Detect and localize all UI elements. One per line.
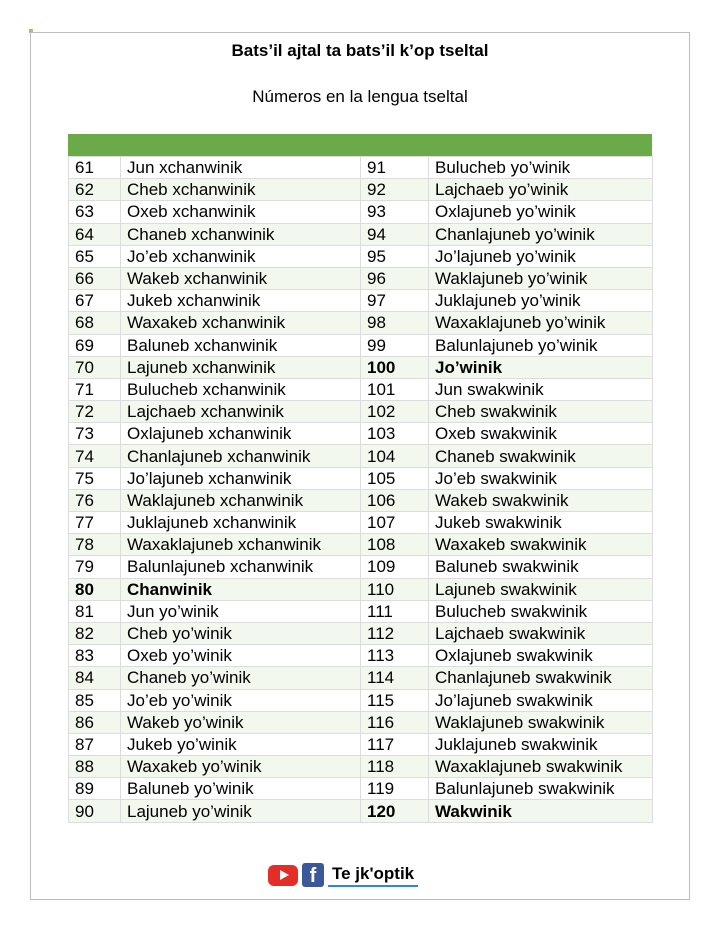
word-cell: Jun swakwinik bbox=[429, 378, 653, 400]
word-cell: Wakeb swakwinik bbox=[429, 489, 653, 511]
word-cell: Cheb yo’winik bbox=[121, 622, 361, 644]
page-title: Bats’il ajtal ta bats’il k’op tseltal bbox=[231, 41, 489, 60]
number-cell: 108 bbox=[361, 534, 429, 556]
word-cell: Jun yo’winik bbox=[121, 600, 361, 622]
facebook-icon[interactable]: f bbox=[302, 863, 324, 887]
number-cell: 106 bbox=[361, 489, 429, 511]
word-cell: Oxeb xchanwinik bbox=[121, 201, 361, 223]
word-cell: Balunlajuneb xchanwinik bbox=[121, 556, 361, 578]
word-cell: Jo’lajuneb swakwinik bbox=[429, 689, 653, 711]
table-row bbox=[69, 423, 653, 445]
table-row bbox=[69, 267, 653, 289]
number-cell: 101 bbox=[361, 378, 429, 400]
number-cell: 97 bbox=[361, 290, 429, 312]
number-cell: 68 bbox=[69, 312, 121, 334]
number-cell: 62 bbox=[69, 179, 121, 201]
word-cell: Oxeb yo’winik bbox=[121, 645, 361, 667]
word-cell: Jun xchanwinik bbox=[121, 157, 361, 179]
word-cell: Lajchaeb yo’winik bbox=[429, 179, 653, 201]
number-cell: 103 bbox=[361, 423, 429, 445]
number-cell: 92 bbox=[361, 179, 429, 201]
number-cell: 70 bbox=[69, 356, 121, 378]
table-row bbox=[69, 778, 653, 800]
table-header-band bbox=[68, 134, 652, 156]
word-cell: Juklajuneb yo’winik bbox=[429, 290, 653, 312]
number-cell: 112 bbox=[361, 622, 429, 644]
number-cell: 104 bbox=[361, 445, 429, 467]
number-cell: 102 bbox=[361, 401, 429, 423]
number-cell: 80 bbox=[69, 578, 121, 600]
number-cell: 110 bbox=[361, 578, 429, 600]
number-cell: 95 bbox=[361, 245, 429, 267]
number-cell: 84 bbox=[69, 667, 121, 689]
table-row bbox=[69, 378, 653, 400]
table-row bbox=[69, 290, 653, 312]
number-cell: 117 bbox=[361, 733, 429, 755]
number-cell: 91 bbox=[361, 157, 429, 179]
word-cell: Lajuneb xchanwinik bbox=[121, 356, 361, 378]
word-cell: Oxlajuneb swakwinik bbox=[429, 645, 653, 667]
word-cell: Bulucheb xchanwinik bbox=[121, 378, 361, 400]
number-cell: 69 bbox=[69, 334, 121, 356]
word-cell: Baluneb xchanwinik bbox=[121, 334, 361, 356]
table-row bbox=[69, 245, 653, 267]
number-cell: 65 bbox=[69, 245, 121, 267]
word-cell: Wakeb xchanwinik bbox=[121, 267, 361, 289]
number-cell: 64 bbox=[69, 223, 121, 245]
word-cell: Jo’eb yo’winik bbox=[121, 689, 361, 711]
table-row bbox=[69, 689, 653, 711]
number-cell: 99 bbox=[361, 334, 429, 356]
number-cell: 75 bbox=[69, 467, 121, 489]
brand-name: Te jk'optik bbox=[328, 863, 418, 887]
number-cell: 98 bbox=[361, 312, 429, 334]
word-cell: Waxakeb xchanwinik bbox=[121, 312, 361, 334]
table-row bbox=[69, 157, 653, 179]
page-subtitle: Números en la lengua tseltal bbox=[252, 87, 468, 106]
number-cell: 67 bbox=[69, 290, 121, 312]
word-cell: Waxakeb yo’winik bbox=[121, 756, 361, 778]
number-cell: 111 bbox=[361, 600, 429, 622]
table-row bbox=[69, 334, 653, 356]
table-row bbox=[69, 512, 653, 534]
number-cell: 109 bbox=[361, 556, 429, 578]
number-cell: 77 bbox=[69, 512, 121, 534]
word-cell: Jo’eb xchanwinik bbox=[121, 245, 361, 267]
table-row bbox=[69, 467, 653, 489]
number-cell: 96 bbox=[361, 267, 429, 289]
number-cell: 66 bbox=[69, 267, 121, 289]
word-cell: Lajchaeb xchanwinik bbox=[121, 401, 361, 423]
number-cell: 119 bbox=[361, 778, 429, 800]
word-cell: Chaneb xchanwinik bbox=[121, 223, 361, 245]
number-cell: 88 bbox=[69, 756, 121, 778]
word-cell: Lajchaeb swakwinik bbox=[429, 622, 653, 644]
number-cell: 86 bbox=[69, 711, 121, 733]
youtube-icon[interactable] bbox=[268, 865, 298, 886]
number-cell: 90 bbox=[69, 800, 121, 822]
table-row bbox=[69, 489, 653, 511]
word-cell: Cheb xchanwinik bbox=[121, 179, 361, 201]
table-row bbox=[69, 578, 653, 600]
word-cell: Chanlajuneb yo’winik bbox=[429, 223, 653, 245]
number-cell: 82 bbox=[69, 622, 121, 644]
footer-brand bbox=[268, 862, 418, 888]
number-cell: 105 bbox=[361, 467, 429, 489]
number-cell: 116 bbox=[361, 711, 429, 733]
number-cell: 89 bbox=[69, 778, 121, 800]
word-cell: Waklajuneb swakwinik bbox=[429, 711, 653, 733]
number-cell: 71 bbox=[69, 378, 121, 400]
word-cell: Waklajuneb xchanwinik bbox=[121, 489, 361, 511]
word-cell: Chanlajuneb xchanwinik bbox=[121, 445, 361, 467]
table-row bbox=[69, 622, 653, 644]
table-row bbox=[69, 733, 653, 755]
table-row bbox=[69, 667, 653, 689]
word-cell: Wakwinik bbox=[429, 800, 653, 822]
table-row bbox=[69, 600, 653, 622]
number-cell: 114 bbox=[361, 667, 429, 689]
table-row bbox=[69, 445, 653, 467]
number-cell: 120 bbox=[361, 800, 429, 822]
number-cell: 72 bbox=[69, 401, 121, 423]
word-cell: Waxakeb swakwinik bbox=[429, 534, 653, 556]
word-cell: Waxaklajuneb swakwinik bbox=[429, 756, 653, 778]
word-cell: Cheb swakwinik bbox=[429, 401, 653, 423]
table-row bbox=[69, 312, 653, 334]
number-cell: 113 bbox=[361, 645, 429, 667]
word-cell: Chanlajuneb swakwinik bbox=[429, 667, 653, 689]
word-cell: Juklajuneb xchanwinik bbox=[121, 512, 361, 534]
word-cell: Waxaklajuneb xchanwinik bbox=[121, 534, 361, 556]
table-row bbox=[69, 645, 653, 667]
word-cell: Baluneb yo’winik bbox=[121, 778, 361, 800]
table-row bbox=[69, 223, 653, 245]
word-cell: Jo’eb swakwinik bbox=[429, 467, 653, 489]
number-cell: 94 bbox=[361, 223, 429, 245]
number-cell: 63 bbox=[69, 201, 121, 223]
word-cell: Oxlajuneb yo’winik bbox=[429, 201, 653, 223]
table-row bbox=[69, 556, 653, 578]
word-cell: Chanwinik bbox=[121, 578, 361, 600]
number-cell: 93 bbox=[361, 201, 429, 223]
word-cell: Jo’lajuneb yo’winik bbox=[429, 245, 653, 267]
number-cell: 118 bbox=[361, 756, 429, 778]
word-cell: Jukeb yo’winik bbox=[121, 733, 361, 755]
numbers-table-container bbox=[68, 134, 652, 823]
number-cell: 87 bbox=[69, 733, 121, 755]
table-row bbox=[69, 401, 653, 423]
word-cell: Waklajuneb yo’winik bbox=[429, 267, 653, 289]
word-cell: Balunlajuneb yo’winik bbox=[429, 334, 653, 356]
number-cell: 76 bbox=[69, 489, 121, 511]
table-row bbox=[69, 201, 653, 223]
table-row bbox=[69, 179, 653, 201]
table-row bbox=[69, 711, 653, 733]
word-cell: Bulucheb swakwinik bbox=[429, 600, 653, 622]
word-cell: Chaneb yo’winik bbox=[121, 667, 361, 689]
number-cell: 78 bbox=[69, 534, 121, 556]
word-cell: Lajuneb yo’winik bbox=[121, 800, 361, 822]
number-cell: 83 bbox=[69, 645, 121, 667]
numbers-table bbox=[68, 156, 653, 823]
table-row bbox=[69, 534, 653, 556]
number-cell: 81 bbox=[69, 600, 121, 622]
number-cell: 79 bbox=[69, 556, 121, 578]
number-cell: 100 bbox=[361, 356, 429, 378]
word-cell: Jo’lajuneb xchanwinik bbox=[121, 467, 361, 489]
word-cell: Bulucheb yo’winik bbox=[429, 157, 653, 179]
number-cell: 74 bbox=[69, 445, 121, 467]
word-cell: Chaneb swakwinik bbox=[429, 445, 653, 467]
word-cell: Wakeb yo’winik bbox=[121, 711, 361, 733]
number-cell: 61 bbox=[69, 157, 121, 179]
word-cell: Jukeb xchanwinik bbox=[121, 290, 361, 312]
word-cell: Jukeb swakwinik bbox=[429, 512, 653, 534]
word-cell: Lajuneb swakwinik bbox=[429, 578, 653, 600]
word-cell: Baluneb swakwinik bbox=[429, 556, 653, 578]
number-cell: 107 bbox=[361, 512, 429, 534]
word-cell: Oxeb swakwinik bbox=[429, 423, 653, 445]
word-cell: Oxlajuneb xchanwinik bbox=[121, 423, 361, 445]
number-cell: 115 bbox=[361, 689, 429, 711]
table-row bbox=[69, 356, 653, 378]
number-cell: 73 bbox=[69, 423, 121, 445]
word-cell: Jo’winik bbox=[429, 356, 653, 378]
table-row bbox=[69, 756, 653, 778]
table-row bbox=[69, 800, 653, 822]
word-cell: Balunlajuneb swakwinik bbox=[429, 778, 653, 800]
word-cell: Juklajuneb swakwinik bbox=[429, 733, 653, 755]
word-cell: Waxaklajuneb yo’winik bbox=[429, 312, 653, 334]
number-cell: 85 bbox=[69, 689, 121, 711]
